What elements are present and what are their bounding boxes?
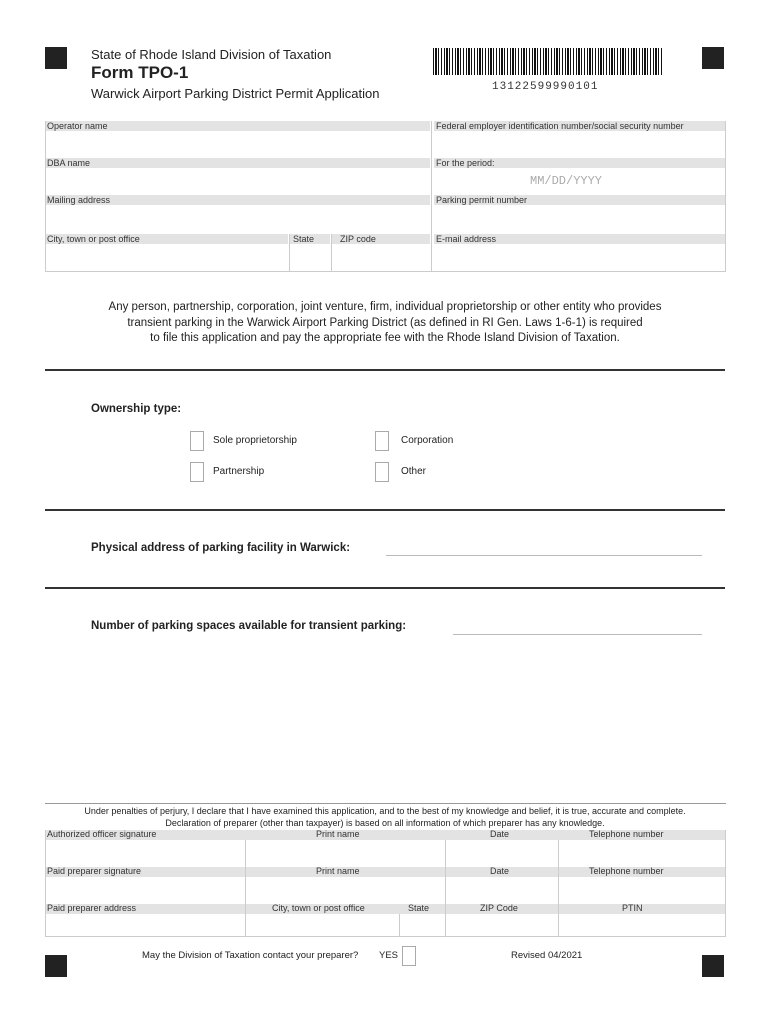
grid-line	[445, 840, 446, 936]
ownership-label: Ownership type:	[91, 403, 182, 415]
parking-spaces-label: Number of parking spaces available for transient parking:	[91, 620, 407, 632]
officer-date-field[interactable]	[446, 840, 557, 867]
print-name-label: Print name	[316, 866, 360, 876]
preparer-zip-label: ZIP Code	[480, 903, 518, 913]
other-label: Other	[401, 466, 427, 477]
preparer-state-field[interactable]	[400, 914, 444, 936]
fein-label: Federal employer identification number/social security number	[434, 121, 725, 131]
ptin-field[interactable]	[559, 914, 725, 936]
preparer-address-field[interactable]	[45, 914, 244, 936]
permit-number-field[interactable]	[434, 205, 725, 234]
barcode	[433, 48, 663, 75]
grid-line	[558, 840, 559, 936]
zip-field[interactable]	[332, 244, 430, 271]
barcode-number: 13122599990101	[492, 81, 599, 93]
corporation-checkbox[interactable]	[375, 431, 389, 451]
operator-name-field[interactable]	[45, 131, 430, 158]
grid-line	[399, 914, 400, 936]
instructions-line: to file this application and pay the appropriate fee with the Rhode Island Division of Taxation.	[150, 332, 620, 344]
officer-telephone-field[interactable]	[559, 840, 725, 867]
state-field[interactable]	[290, 244, 330, 271]
contact-preparer-question: May the Division of Taxation contact your preparer?	[142, 950, 359, 961]
date-label: Date	[490, 866, 510, 876]
agency-name: State of Rhode Island Division of Taxation	[91, 47, 332, 62]
sole-proprietorship-label: Sole proprietorship	[213, 435, 297, 446]
instructions-line: Any person, partnership, corporation, joint venture, firm, individual proprietorship or other entity who provides	[108, 301, 662, 313]
email-field[interactable]	[434, 244, 725, 271]
dba-name-label: DBA name	[45, 158, 430, 168]
partnership-checkbox[interactable]	[190, 462, 204, 482]
form-title: Form TPO-1	[91, 63, 189, 82]
grid-line	[45, 830, 46, 936]
registration-mark-top-left	[45, 47, 67, 69]
other-checkbox[interactable]	[375, 462, 389, 482]
grid-line	[431, 121, 432, 271]
period-label: For the period:	[434, 158, 725, 168]
city-field[interactable]	[45, 244, 288, 271]
grid-line	[725, 121, 726, 271]
section-divider	[45, 369, 725, 371]
facility-address-label: Physical address of parking facility in Warwick:	[91, 542, 351, 554]
preparer-signature-label: Paid preparer signature	[47, 866, 142, 876]
contact-preparer-checkbox[interactable]	[402, 946, 416, 966]
preparer-signature-field[interactable]	[45, 877, 244, 904]
parking-spaces-input[interactable]	[453, 634, 702, 635]
grid-line	[289, 234, 290, 271]
revision-date: Revised 04/2021	[511, 950, 583, 961]
state-label: State	[290, 234, 330, 244]
telephone-label: Telephone number	[589, 829, 664, 839]
grid-line	[45, 936, 726, 937]
ptin-label: PTIN	[622, 903, 643, 913]
email-label: E-mail address	[434, 234, 725, 244]
instructions	[45, 300, 725, 347]
preparer-city-field[interactable]	[246, 914, 398, 936]
grid-line	[725, 830, 726, 936]
dba-name-field[interactable]	[45, 168, 430, 195]
declaration-divider	[45, 803, 726, 804]
date-label: Date	[490, 829, 510, 839]
fein-field[interactable]	[434, 131, 725, 158]
perjury-statement: Under penalties of perjury, I declare that I have examined this application, and to the best of my knowledge and belief, it is true, accurate and complete.	[84, 806, 686, 816]
officer-signature-label: Authorized officer signature	[47, 829, 157, 839]
instructions-line: transient parking in the Warwick Airport Parking District (as defined in RI Gen. Laws 1-6-1) is required	[127, 316, 643, 329]
preparer-zip-field[interactable]	[446, 914, 557, 936]
permit-number-label: Parking permit number	[434, 195, 725, 205]
city-label: City, town or post office	[45, 234, 288, 244]
section-divider	[45, 587, 725, 589]
registration-mark-top-right	[702, 47, 724, 69]
mailing-address-label: Mailing address	[45, 195, 430, 205]
registration-mark-bottom-right	[702, 955, 724, 977]
grid-line	[45, 121, 46, 271]
section-divider	[45, 509, 725, 511]
preparer-date-field[interactable]	[446, 877, 557, 904]
preparer-city-label: City, town or post office	[272, 903, 365, 913]
grid-line	[45, 271, 726, 272]
print-name-label: Print name	[316, 829, 360, 839]
preparer-state-label: State	[408, 903, 430, 913]
period-date-field[interactable]: MM/DD/YYYY	[530, 174, 603, 188]
mailing-address-field[interactable]	[45, 205, 430, 234]
sole-proprietorship-checkbox[interactable]	[190, 431, 204, 451]
yes-label: YES	[379, 950, 399, 961]
facility-address-input[interactable]	[386, 555, 702, 556]
preparer-declaration: Declaration of preparer (other than taxpayer) is based on all information of which preparer has any knowledge.	[165, 818, 605, 828]
operator-name-label: Operator name	[45, 121, 430, 131]
preparer-telephone-field[interactable]	[559, 877, 725, 904]
form-subtitle: Warwick Airport Parking District Permit Application	[91, 86, 380, 101]
telephone-label: Telephone number	[589, 866, 664, 876]
grid-line	[331, 234, 332, 271]
preparer-address-label: Paid preparer address	[47, 903, 137, 913]
zip-label: ZIP code	[332, 234, 430, 244]
grid-line	[245, 840, 246, 936]
corporation-label: Corporation	[401, 435, 454, 446]
partnership-label: Partnership	[213, 466, 265, 477]
registration-mark-bottom-left	[45, 955, 67, 977]
officer-signature-field[interactable]	[45, 840, 244, 867]
preparer-print-name-field[interactable]	[246, 877, 444, 904]
officer-print-name-field[interactable]	[246, 840, 444, 867]
